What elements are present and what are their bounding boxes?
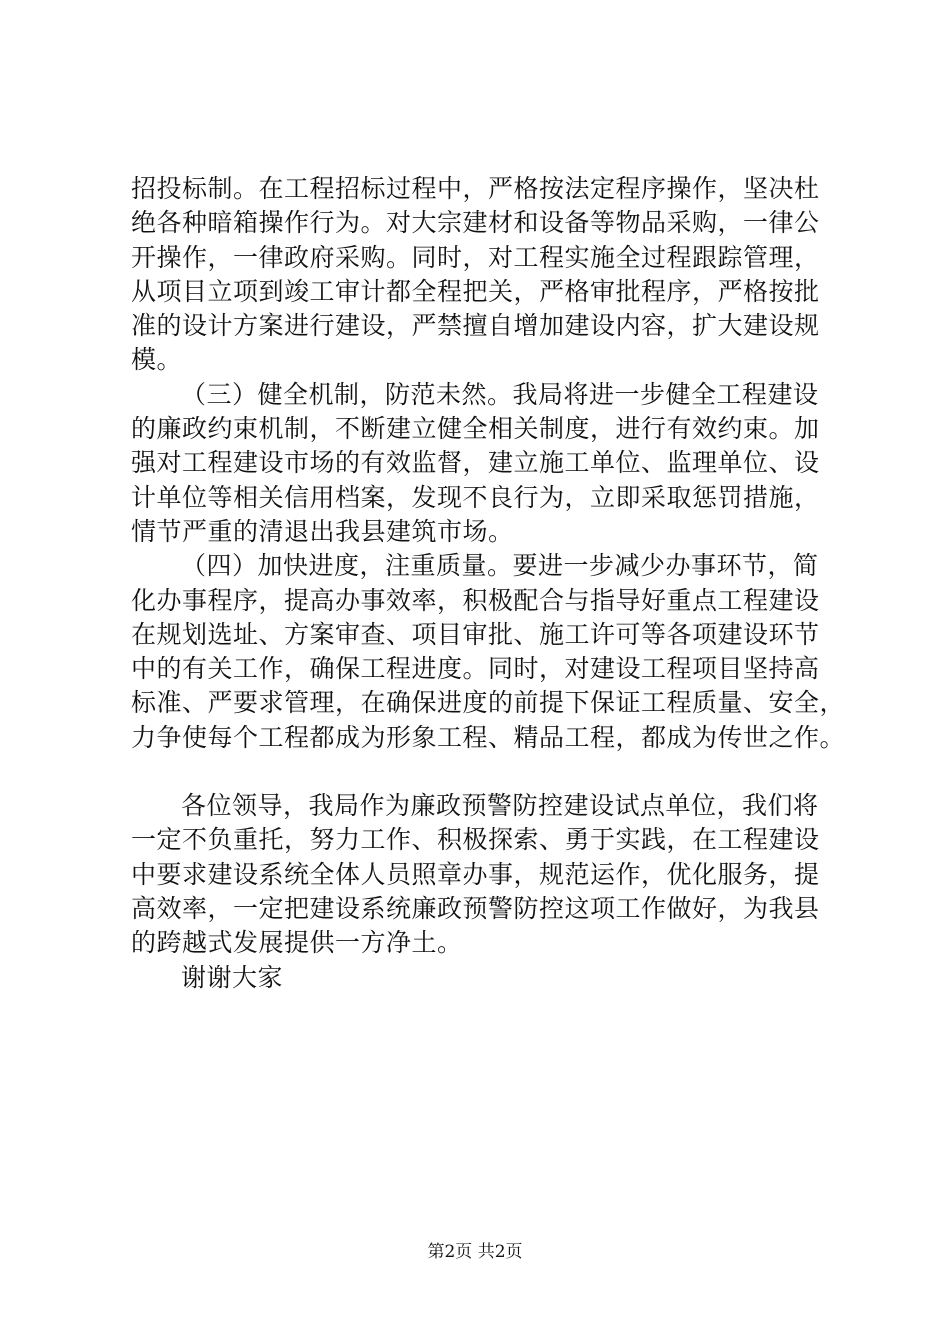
text-line: 招投标制。在工程招标过程中，严格按法定程序操作，坚决杜: [131, 174, 820, 203]
text-line: 中要求建设系统全体人员照章办事，规范运作，优化服务，提: [131, 859, 820, 889]
paragraph-section-three: [131, 378, 851, 549]
paragraph-spacer: [131, 755, 851, 789]
text-line: 情节严重的清退出我县建筑市场。: [131, 516, 514, 546]
page-number-footer: 第2页 共2页: [427, 1242, 523, 1262]
text-line: 强对工程建设市场的有效监督，建立施工单位、监理单位、设: [131, 448, 820, 478]
text-line: 高效率，一定把建设系统廉政预警防控这项工作做好，为我县: [131, 893, 820, 923]
text-line: 从项目立项到竣工审计都全程把关，严格审批程序，严格按批: [131, 276, 820, 306]
text-line: 模。: [131, 345, 183, 375]
text-line: 各位领导，我局作为廉政预警防控建设试点单位，我们将: [181, 791, 819, 821]
text-line: 绝各种暗箱操作行为。对大宗建材和设备等物品采购，一律公: [131, 208, 820, 238]
closing-thanks: 谢谢大家: [181, 962, 284, 992]
text-line: 在规划选址、方案审查、项目审批、施工许可等各项建设环节: [131, 619, 820, 649]
text-line: 中的有关工作，确保工程进度。同时，对建设工程项目坚持高: [131, 654, 820, 684]
text-line: （四）加快进度，注重质量。要进一步减少办事环节，简: [181, 551, 819, 581]
text-line: 标准、严要求管理，在确保进度的前提下保证工程质量、安全，: [131, 688, 846, 718]
paragraph-section-four: [131, 549, 851, 755]
document-body: [131, 172, 851, 995]
paragraph-bidding-continued: [131, 172, 851, 378]
text-line: 计单位等相关信用档案，发现不良行为，立即采取惩罚措施，: [131, 482, 820, 512]
text-line: 力争使每个工程都成为形象工程、精品工程，都成为传世之作。: [131, 722, 846, 752]
text-line: 准的设计方案进行建设，严禁擅自增加建设内容，扩大建设规: [131, 311, 820, 341]
text-line: （三）健全机制，防范未然。我局将进一步健全工程建设: [181, 379, 819, 409]
paragraph-closing-remarks: [131, 789, 851, 960]
text-line: 化办事程序，提高办事效率，积极配合与指导好重点工程建设: [131, 585, 820, 615]
text-line: 一定不负重托，努力工作、积极探索、勇于实践，在工程建设: [131, 825, 820, 855]
text-line: 开操作，一律政府采购。同时，对工程实施全过程跟踪管理，: [131, 242, 820, 272]
text-line: 的廉政约束机制，不断建立健全相关制度，进行有效约束。加: [131, 414, 820, 444]
text-line: 的跨越式发展提供一方净土。: [131, 928, 463, 958]
